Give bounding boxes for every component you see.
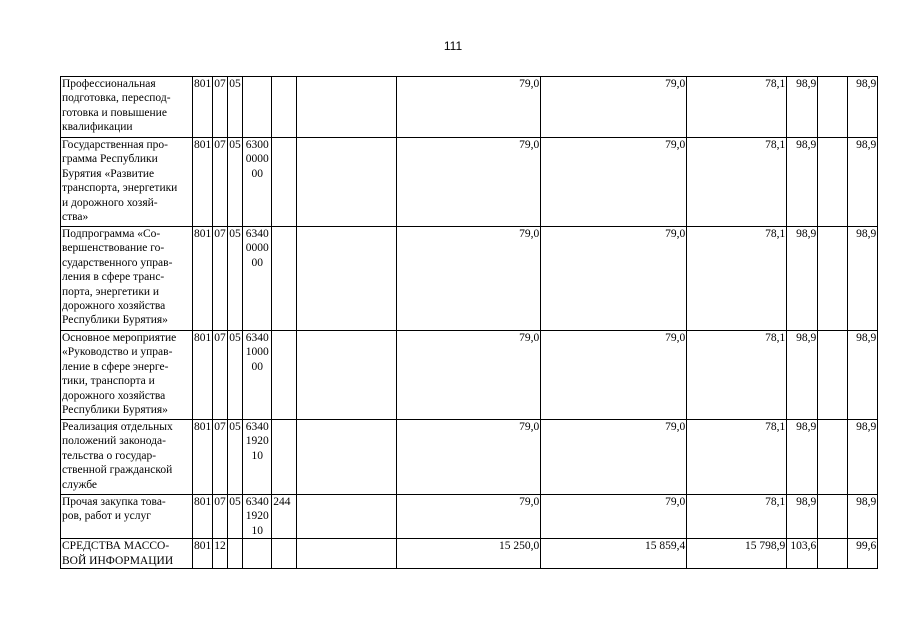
percent-approved-cell: 98,9 [787, 227, 818, 331]
expense-type-cell [272, 138, 297, 227]
approved-amount-cell: 79,0 [397, 138, 541, 227]
ved-code-cell: 801 [193, 227, 213, 331]
ved-code-cell: 801 [193, 495, 213, 539]
executed-amount-cell: 78,1 [687, 420, 787, 495]
target-article-cell: 6340 1000 00 [243, 331, 272, 420]
target-article-cell [243, 77, 272, 138]
percent-approved-cell: 98,9 [787, 495, 818, 539]
table-row [61, 138, 878, 227]
expense-type-cell [272, 539, 297, 569]
target-article-cell: 6340 1920 10 [243, 420, 272, 495]
podrazdel-code-cell: 05 [228, 77, 243, 138]
page-number: 111 [443, 39, 463, 53]
approved-amount-cell: 79,0 [397, 77, 541, 138]
expense-type-cell [272, 77, 297, 138]
podrazdel-code-cell: 05 [228, 420, 243, 495]
empty-cell [297, 77, 397, 138]
expense-type-cell [272, 331, 297, 420]
table-row [61, 539, 878, 569]
refined-amount-cell: 15 859,4 [541, 539, 687, 569]
refined-amount-cell: 79,0 [541, 77, 687, 138]
empty-cell [818, 539, 848, 569]
expense-type-cell [272, 227, 297, 331]
table-row [61, 331, 878, 420]
ved-code-cell: 801 [193, 331, 213, 420]
row-name-cell: Государственная про- грамма Республики Бурятия «Развитие транспорта, энергетики и дорожного хозяй- ства» [61, 138, 193, 227]
razdel-code-cell: 07 [213, 227, 228, 331]
executed-amount-cell: 78,1 [687, 77, 787, 138]
empty-cell [297, 495, 397, 539]
razdel-code-cell: 07 [213, 138, 228, 227]
target-article-cell: 6340 0000 00 [243, 227, 272, 331]
empty-cell [818, 138, 848, 227]
podrazdel-code-cell: 05 [228, 227, 243, 331]
row-name-cell: Подпрограмма «Со- вершенствование го- сударственного управ- ления в сфере транс- порта, энергетики и дорожного хозяйства Республики Бурятия» [61, 227, 193, 331]
executed-amount-cell: 78,1 [687, 331, 787, 420]
empty-cell [297, 138, 397, 227]
refined-amount-cell: 79,0 [541, 138, 687, 227]
percent-approved-cell: 98,9 [787, 331, 818, 420]
ved-code-cell: 801 [193, 539, 213, 569]
empty-cell [297, 331, 397, 420]
percent-refined-cell: 98,9 [848, 495, 878, 539]
razdel-code-cell: 07 [213, 77, 228, 138]
empty-cell [818, 331, 848, 420]
row-name-cell: Прочая закупка това- ров, работ и услуг [61, 495, 193, 539]
approved-amount-cell: 79,0 [397, 495, 541, 539]
razdel-code-cell: 12 [213, 539, 228, 569]
approved-amount-cell: 79,0 [397, 420, 541, 495]
razdel-code-cell: 07 [213, 495, 228, 539]
row-name-cell: Профессиональная подготовка, переспод- готовка и повышение квалификации [61, 77, 193, 138]
razdel-code-cell: 07 [213, 420, 228, 495]
empty-cell [818, 495, 848, 539]
target-article-cell: 6340 1920 10 [243, 495, 272, 539]
executed-amount-cell: 15 798,9 [687, 539, 787, 569]
podrazdel-code-cell [228, 539, 243, 569]
table-row [61, 227, 878, 331]
percent-approved-cell: 98,9 [787, 138, 818, 227]
percent-refined-cell: 98,9 [848, 331, 878, 420]
approved-amount-cell: 79,0 [397, 227, 541, 331]
table-body [61, 77, 878, 569]
empty-cell [818, 77, 848, 138]
percent-refined-cell: 98,9 [848, 227, 878, 331]
percent-approved-cell: 103,6 [787, 539, 818, 569]
ved-code-cell: 801 [193, 420, 213, 495]
percent-approved-cell: 98,9 [787, 77, 818, 138]
podrazdel-code-cell: 05 [228, 495, 243, 539]
empty-cell [818, 420, 848, 495]
approved-amount-cell: 79,0 [397, 331, 541, 420]
percent-refined-cell: 98,9 [848, 138, 878, 227]
percent-refined-cell: 99,6 [848, 539, 878, 569]
row-name-cell: Основное мероприятие «Руководство и управ- ление в сфере энерге- тики, транспорта и дорожного хозяйства Республики Бурятия» [61, 331, 193, 420]
approved-amount-cell: 15 250,0 [397, 539, 541, 569]
razdel-code-cell: 07 [213, 331, 228, 420]
target-article-cell [243, 539, 272, 569]
table-row [61, 420, 878, 495]
refined-amount-cell: 79,0 [541, 495, 687, 539]
podrazdel-code-cell: 05 [228, 331, 243, 420]
table-row [61, 495, 878, 539]
ved-code-cell: 801 [193, 138, 213, 227]
expense-type-cell: 244 [272, 495, 297, 539]
podrazdel-code-cell: 05 [228, 138, 243, 227]
executed-amount-cell: 78,1 [687, 138, 787, 227]
executed-amount-cell: 78,1 [687, 495, 787, 539]
expense-type-cell [272, 420, 297, 495]
row-name-cell: Реализация отдельных положений законода- тельства о государ- ственной гражданской службе [61, 420, 193, 495]
percent-refined-cell: 98,9 [848, 77, 878, 138]
target-article-cell: 6300 0000 00 [243, 138, 272, 227]
empty-cell [297, 420, 397, 495]
refined-amount-cell: 79,0 [541, 420, 687, 495]
refined-amount-cell: 79,0 [541, 227, 687, 331]
executed-amount-cell: 78,1 [687, 227, 787, 331]
ved-code-cell: 801 [193, 77, 213, 138]
empty-cell [818, 227, 848, 331]
row-name-cell: СРЕДСТВА МАССО- ВОЙ ИНФОРМАЦИИ [61, 539, 193, 569]
empty-cell [297, 227, 397, 331]
refined-amount-cell: 79,0 [541, 331, 687, 420]
table-row [61, 77, 878, 138]
budget-table [60, 76, 878, 569]
percent-approved-cell: 98,9 [787, 420, 818, 495]
empty-cell [297, 539, 397, 569]
percent-refined-cell: 98,9 [848, 420, 878, 495]
